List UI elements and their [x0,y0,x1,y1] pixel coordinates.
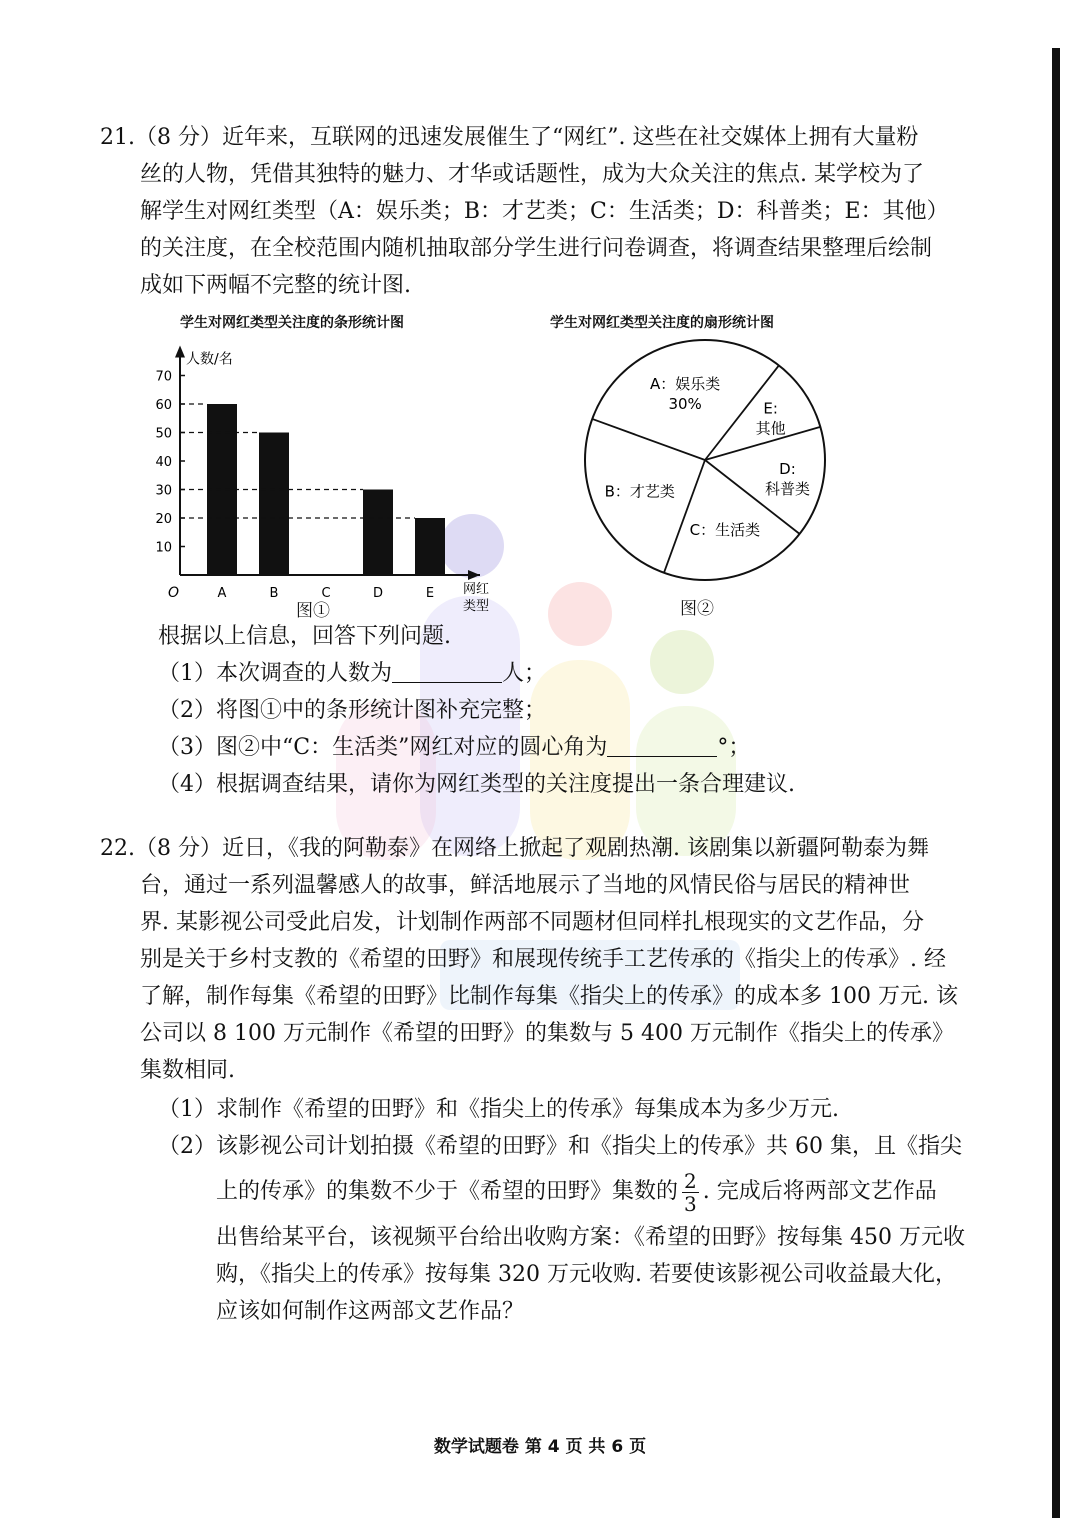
q22-line: 了解，制作每集《希望的田野》比制作每集《指尖上的传承》的成本多 100 万元. 该 [140,984,958,1009]
bar-chart [150,335,510,615]
x-tick-label: D [372,586,384,601]
x-axis-label: 类型 [462,599,490,614]
q21-line: 成如下两幅不完整的统计图. [140,273,411,298]
pie-chart-title: 学生对网红类型关注度的扇形统计图 [550,315,774,331]
scan-edge-bar [1052,48,1060,1518]
pie-divider [664,460,705,573]
bar-chart-title: 学生对网红类型关注度的条形统计图 [180,315,404,331]
y-axis-label: 人数/名 [186,351,233,368]
fraction-numerator: 2 [684,1168,697,1193]
fraction-denominator: 3 [684,1191,697,1216]
page-footer: 数学试题卷 第 4 页 共 6 页 [433,1437,647,1457]
q21-sub2: （2）将图①中的条形统计图补充完整； [158,698,546,723]
bar-E [415,518,445,575]
x-tick-label: E [425,586,435,601]
q22-sub2-line3: 出售给某平台，该视频平台给出收购方案：《希望的田野》按每集 450 万元收 [216,1225,965,1250]
pie-chart-caption: 图② [680,599,714,619]
x-axis-arrow [468,570,480,580]
q21-sub3-unit: °； [717,735,751,760]
x-tick-label: B [269,586,279,601]
q22-line: 22.（8 分）近日，《我的阿勒泰》在网络上掀起了观剧热潮. 该剧集以新疆阿勒泰为舞 [100,836,929,861]
q22-sub2-line4: 购，《指尖上的传承》按每集 320 万元收购. 若要使该影视公司收益最大化， [216,1262,957,1287]
q22-sub2-line1: （2）该影视公司计划拍摄《希望的田野》和《指尖上的传承》共 60 集，且《指尖 [158,1134,962,1159]
y-tick-label: 30 [155,483,172,499]
x-tick-label: C [321,586,331,601]
q22-sub2-text: 上的传承》的集数不少于《希望的田野》集数的 [216,1179,679,1204]
q21-sub4: （4）根据调查结果，请你为网红类型的关注度提出一条合理建议. [158,772,795,797]
y-axis-arrow [175,346,185,358]
q22-subquestions [158,1091,998,1330]
q22-line: 界. 某影视公司受此启发，计划制作两部不同题材但同样扎根现实的文艺作品，分 [140,910,924,935]
q21-sub3-text: （3）图②中“C：生活类”网红对应的圆心角为 [158,735,608,760]
q21-sub1 [158,655,998,692]
q21-subquestions [158,618,998,803]
pie-slice-label-A: A：娱乐类 [650,374,721,393]
origin-label: O [168,585,180,601]
pie-slice-label-D: D: [779,460,796,479]
fraction [682,1170,699,1215]
q22-sub2-line2 [158,1165,998,1219]
q22-line: 别是关于乡村支教的《希望的田野》和展现传统手工艺传承的《指尖上的传承》. 经 [140,947,946,972]
q22-sub2-line5: 应该如何制作这两部文艺作品？ [216,1299,525,1324]
q22-sub1: （1）求制作《希望的田野》和《指尖上的传承》每集成本为多少万元. [158,1097,839,1122]
y-tick-label: 50 [155,426,172,442]
pie-slice-label-C: C：生活类 [689,521,761,540]
q21-line: 的关注度，在全校范围内随机抽取部分学生进行问卷调查，将调查结果整理后绘制 [140,236,933,261]
q21-sub1-text: （1）本次调查的人数为 [158,661,392,686]
answer-blank[interactable] [607,734,717,757]
y-tick-label: 20 [155,512,172,527]
q21-line: 21.（8 分）近年来，互联网的迅速发展催生了“网红”. 这些在社交媒体上拥有大量粉 [100,125,919,150]
pie-chart [570,335,840,585]
bar-D [363,490,393,576]
q22-line: 公司以 8 100 万元制作《希望的田野》的集数与 5 400 万元制作《指尖上的传承》 [140,1021,954,1046]
q21-sub3 [158,729,998,766]
x-tick-label: A [217,586,227,601]
pie-slice-label-A: 30% [668,394,702,413]
y-tick-label: 10 [155,540,172,556]
pie-slice-label-D: 科普类 [764,480,810,499]
x-axis-label: 网红 [462,582,490,597]
y-tick-label: 40 [155,455,172,470]
pie-slice-label-E: 其他 [755,419,786,438]
q22-stem [100,830,980,1089]
q21-stem [100,119,980,304]
y-tick-label: 60 [155,398,172,413]
q22-line: 集数相同. [140,1058,235,1083]
bar-B [259,433,289,576]
pie-slice-label-E: E: [763,399,778,418]
pie-divider [592,419,705,460]
q22-line: 台，通过一系列温馨感人的故事，鲜活地展示了当地的风情民俗与居民的精神世 [140,873,911,898]
answer-blank[interactable] [392,660,502,683]
q21-intro: 根据以上信息，回答下列问题. [158,624,451,649]
y-tick-label: 70 [155,369,172,385]
pie-slice-label-B: B：才艺类 [604,482,675,501]
q21-line: 丝的人物，凭借其独特的魅力、才华或话题性，成为大众关注的焦点. 某学校为了 [140,162,924,187]
q21-line: 解学生对网红类型（A：娱乐类；B：才艺类；C：生活类；D：科普类；E：其他） [140,199,949,224]
q21-sub1-unit: 人； [502,661,547,686]
q22-sub2-text: . 完成后将两部文艺作品 [702,1179,937,1204]
bar-chart-caption: 图① [296,601,330,621]
